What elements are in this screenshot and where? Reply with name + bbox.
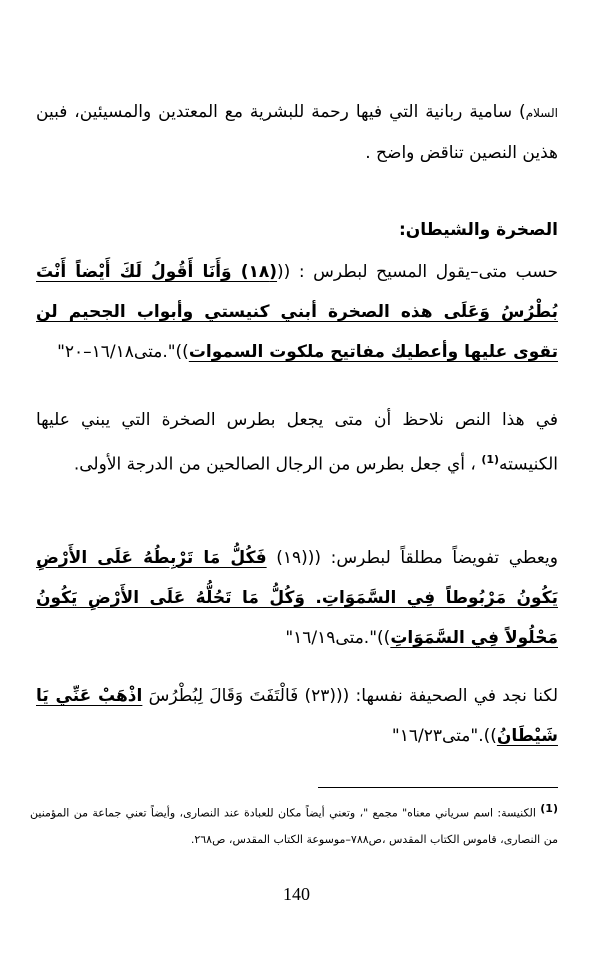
paragraph-5-quote: اذْهَبْ عَنِّي يَا شَيْطَانُ [36, 686, 558, 746]
footnote [30, 796, 558, 853]
paragraph-4 [36, 538, 558, 658]
footnote-text: الكنيسة: اسم سرياني معناه" مجمع "، وتعني أيضاً مكان للعبادة عند النصارى، وأيضاً تعني جماعة من المؤمنين من النصارى، قاموس الكتاب المقدس ،ص٧٨٨–موسوعة الكتاب المقدس، ص٢٦٨. [30, 806, 558, 846]
paragraph-1-text: ) سامية ربانية التي فيها رحمة للبشرية مع المعتدين والمسيئين، فبين هذين النصين تناقض واضح . [36, 102, 558, 163]
paragraph-3-text-b: ، أي جعل بطرس من الرجال الصالحين من الدرجة الأولى. [73, 454, 482, 475]
paragraph-1-small-word: السلام [525, 106, 558, 120]
paragraph-2-intro: حسب متى–يقول المسيح لبطرس : (( [277, 262, 558, 282]
footnote-divider [318, 787, 558, 788]
paragraph-1 [36, 92, 558, 173]
footnote-marker: (1) [540, 802, 558, 815]
paragraph-4-intro: ويعطي تفويضاً مطلقاً لبطرس: (((١٩) [266, 548, 558, 568]
section-heading: الصخرة والشيطان: [398, 220, 558, 240]
paragraph-5-reference: ))."متى١٦/٢٣" [391, 726, 497, 746]
paragraph-4-quote: فَكُلُّ مَا تَرْبِطُهُ عَلَى الأَرْضِ يَكُونُ مَرْبُوطاً فِي السَّمَوَاتِ. وَكُلُّ مَا تَحُلُّهُ عَلَى الأَرْضِ يَكُونُ مَحْلُولاً فِي السَّمَوَاتِ [36, 548, 558, 648]
footnote-reference-marker: (1) [481, 453, 500, 466]
paragraph-5 [36, 676, 558, 756]
paragraph-2-quote: (١٨) وَأَنَا أَقُولُ لَكَ أَيْضاً أَنْتَ بُطْرُسُ وَعَلَى هذه الصخرة أبني كنيستي وأبواب الجحيم لن تقوى عليها وأعطيك مفاتيح ملكوت السموات [36, 262, 558, 362]
paragraph-5-intro: لكنا نجد في الصحيفة نفسها: (((٢٣) فَالْتَفَتَ وَقَالَ لِبُطْرُسَ [142, 686, 559, 706]
paragraph-4-reference: ))".متى١٦/١٩" [285, 628, 391, 648]
page-number: 140 [283, 884, 310, 904]
paragraph-2-reference: ))".متى١٦/١٨–٢٠" [57, 342, 189, 362]
paragraph-3-text-a: في هذا النص نلاحظ أن متى يجعل بطرس الصخرة التي يبني عليها الكنيسته [36, 410, 558, 475]
paragraph-2 [36, 252, 558, 372]
paragraph-3 [36, 400, 558, 485]
